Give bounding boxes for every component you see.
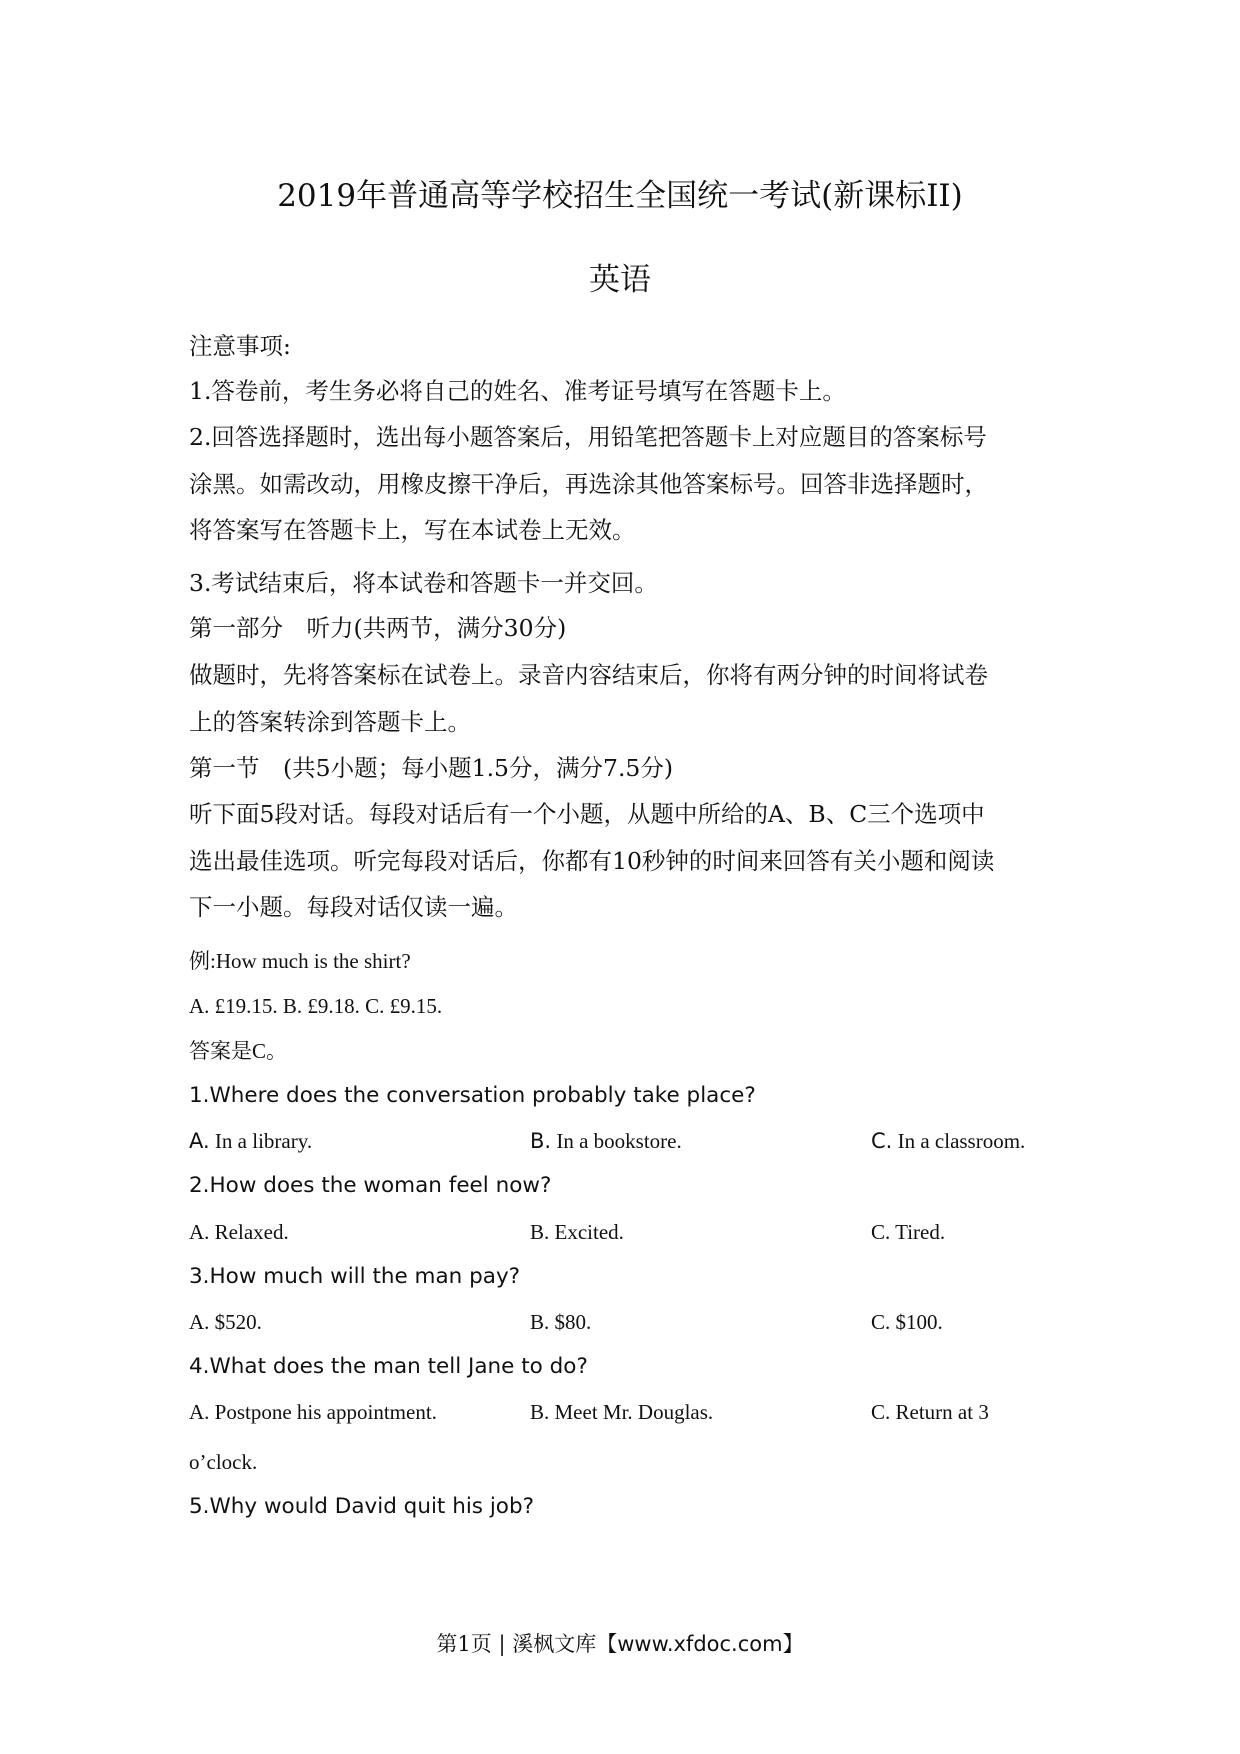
question-4-stem: 4.What does the man tell Jane to do? (189, 1354, 588, 1379)
question-2-stem: 2.How does the woman feel now? (189, 1173, 552, 1198)
question-3-option-c: C. $100. (871, 1310, 943, 1334)
note-item-2-line-1: 2.回答选择题时，选出每小题答案后，用铅笔把答题卡上对应题目的答案标号 (189, 423, 987, 451)
notes-heading: 注意事项: (189, 332, 291, 360)
part1-instruction-line-2: 上的答案转涂到答题卡上。 (189, 708, 471, 736)
note-item-2-line-2: 涂黑。如需改动，用橡皮擦干净后，再选涂其他答案标号。回答非选择题时， (189, 470, 988, 498)
option-letter: B. (530, 1129, 552, 1153)
note-item-2-line-3: 将答案写在答题卡上，写在本试卷上无效。 (189, 516, 636, 544)
question-1-option-c (871, 1125, 1025, 1157)
footer-page-number: 第1页 | 溪枫文库 (436, 1632, 597, 1656)
section1-instruction-line-1: 听下面5段对话。每段对话后有一个小题，从题中所给的A、B、C三个选项中 (189, 800, 985, 828)
question-3-option-b: B. $80. (530, 1310, 592, 1334)
section1-instruction-line-2: 选出最佳选项。听完每段对话后，你都有10秒钟的时间来回答有关小题和阅读 (189, 847, 995, 875)
page-footer (0, 1628, 1240, 1660)
note-item-1: 1.答卷前，考生务必将自己的姓名、准考证号填写在答题卡上。 (189, 377, 846, 405)
option-text: In a classroom. (892, 1129, 1026, 1153)
exam-subject: 英语 (589, 262, 651, 298)
question-4-option-c-continued: o’clock. (189, 1450, 258, 1474)
option-letter: C. (871, 1129, 893, 1153)
example-question: 例:How much is the shirt? (189, 949, 411, 973)
option-text: In a bookstore. (551, 1129, 682, 1153)
section1-instruction-line-3: 下一小题。每段对话仅读一遍。 (189, 893, 518, 921)
question-4-option-c: C. Return at 3 (871, 1400, 989, 1424)
option-letter: A. (189, 1129, 210, 1153)
part1-instruction-line-1: 做题时，先将答案标在试卷上。录音内容结束后，你将有两分钟的时间将试卷 (189, 661, 988, 689)
question-3-option-a: A. $520. (189, 1310, 262, 1334)
note-item-3: 3.考试结束后，将本试卷和答题卡一并交回。 (189, 569, 658, 597)
question-3-stem: 3.How much will the man pay? (189, 1264, 521, 1289)
example-answer: 答案是C。 (189, 1039, 288, 1063)
example-options: A. £19.15. B. £9.18. C. £9.15. (189, 994, 443, 1018)
option-text: In a library. (209, 1129, 313, 1153)
question-2-option-a: A. Relaxed. (189, 1220, 289, 1244)
question-5-stem: 5.Why would David quit his job? (189, 1494, 535, 1519)
question-1-option-a (189, 1125, 312, 1157)
question-4-option-b: B. Meet Mr. Douglas. (530, 1400, 714, 1424)
footer-site-link: 【www.xfdoc.com】 (596, 1632, 804, 1656)
question-2-option-b: B. Excited. (530, 1220, 624, 1244)
question-2-option-c: C. Tired. (871, 1220, 946, 1244)
exam-title: 2019年普通高等学校招生全国统一考试(新课标II) (277, 178, 963, 214)
question-1-stem: 1.Where does the conversation probably take place? (189, 1083, 756, 1108)
part1-heading: 第一部分 听力(共两节，满分30分) (189, 614, 567, 642)
question-1-option-b (530, 1125, 682, 1157)
section1-heading: 第一节 (共5小题；每小题1.5分，满分7.5分) (189, 754, 674, 782)
question-4-option-a: A. Postpone his appointment. (189, 1400, 437, 1424)
